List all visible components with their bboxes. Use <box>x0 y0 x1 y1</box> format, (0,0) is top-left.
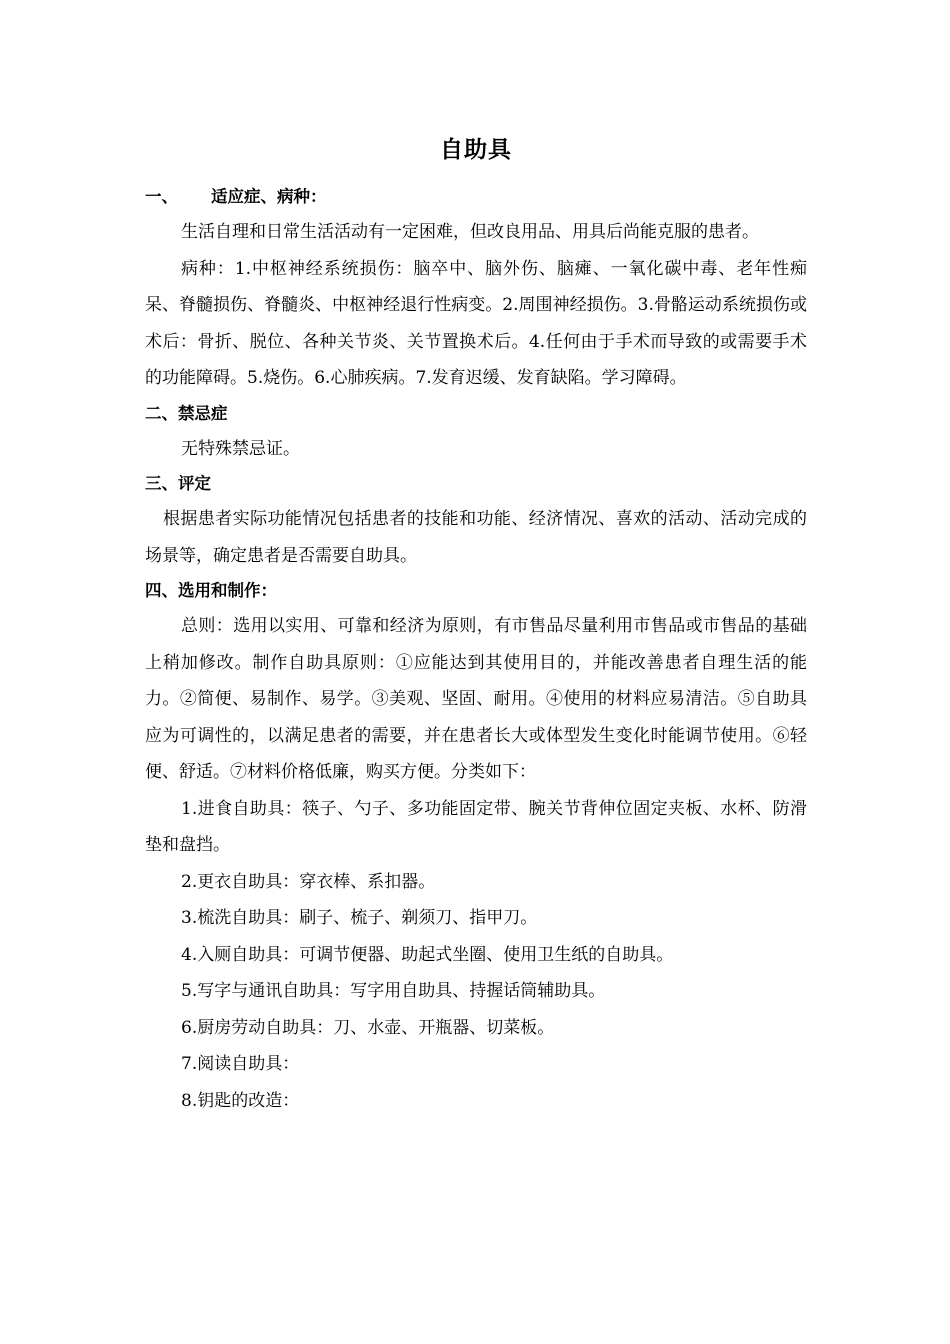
section-heading <box>145 180 807 214</box>
list-item: 5.写字与通讯自助具：写字用自助具、持握话筒辅助具。 <box>181 981 606 1001</box>
paragraph: 总则：选用以实用、可靠和经济为原则，有市售品尽量利用市售品或市售品的基础上稍加修改。制作自助具原则：①应能达到其使用目的，并能改善患者自理生活的能力。②简便、易制作、易学。③美观、坚固、耐用。④使用的材料应易清洁。⑤自助具应为可调性的，以满足患者的需要，并在患者长大或体型发生变化时能调节使用。⑥轻便、舒适。⑦材料价格低廉，购买方便。分类如下： <box>145 616 807 782</box>
section-indications <box>145 180 807 397</box>
section-heading: 三、评定 <box>145 474 211 493</box>
paragraph: 根据患者实际功能情况包括患者的技能和功能、经济情况、喜欢的活动、活动完成的场景等，确定患者是否需要自助具。 <box>145 509 807 566</box>
paragraph: 无特殊禁忌证。 <box>181 438 300 459</box>
section-heading-text: 适应症、病种： <box>211 187 327 206</box>
list-item: 4.入厕自助具：可调节便器、助起式坐圈、使用卫生纸的自助具。 <box>181 944 674 965</box>
paragraph: 生活自理和日常生活活动有一定困难，但改良用品、用具后尚能克服的患者。 <box>181 222 759 242</box>
paragraph: 病种：1.中枢神经系统损伤：脑卒中、脑外伤、脑瘫、一氧化碳中毒、老年性痴呆、脊髓损伤、脊髓炎、中枢神经退行性病变。2.周围神经损伤。3.骨骼运动系统损伤或术后：骨折、脱位、各种关节炎、关节置换术后。4.任何由于手术而导致的或需要手术的功能障碍。5.烧伤。6.心肺疾病。7.发育迟缓、发育缺陷。学习障碍。 <box>145 258 807 388</box>
section-heading: 四、选用和制作： <box>145 581 277 600</box>
list-item: 2.更衣自助具：穿衣棒、系扣器。 <box>181 871 436 892</box>
list-item: 1.进食自助具：筷子、勺子、多功能固定带、腕关节背伸位固定夹板、水杯、防滑垫和盘挡。 <box>145 798 807 855</box>
list-item: 8.钥匙的改造： <box>181 1090 300 1111</box>
document-page <box>145 130 807 1119</box>
section-number: 一、 <box>145 187 178 206</box>
list-item: 3.梳洗自助具：刷子、梳子、剃须刀、指甲刀。 <box>181 908 538 928</box>
section-contraindications <box>145 397 807 468</box>
list-item: 6.厨房劳动自助具：刀、水壶、开瓶器、切菜板。 <box>181 1017 555 1038</box>
section-selection-and-fabrication <box>145 574 807 1119</box>
list-item: 7.阅读自助具： <box>181 1054 300 1074</box>
document-title: 自助具 <box>440 137 512 163</box>
section-heading: 二、禁忌症 <box>145 403 228 423</box>
section-assessment <box>145 467 807 574</box>
